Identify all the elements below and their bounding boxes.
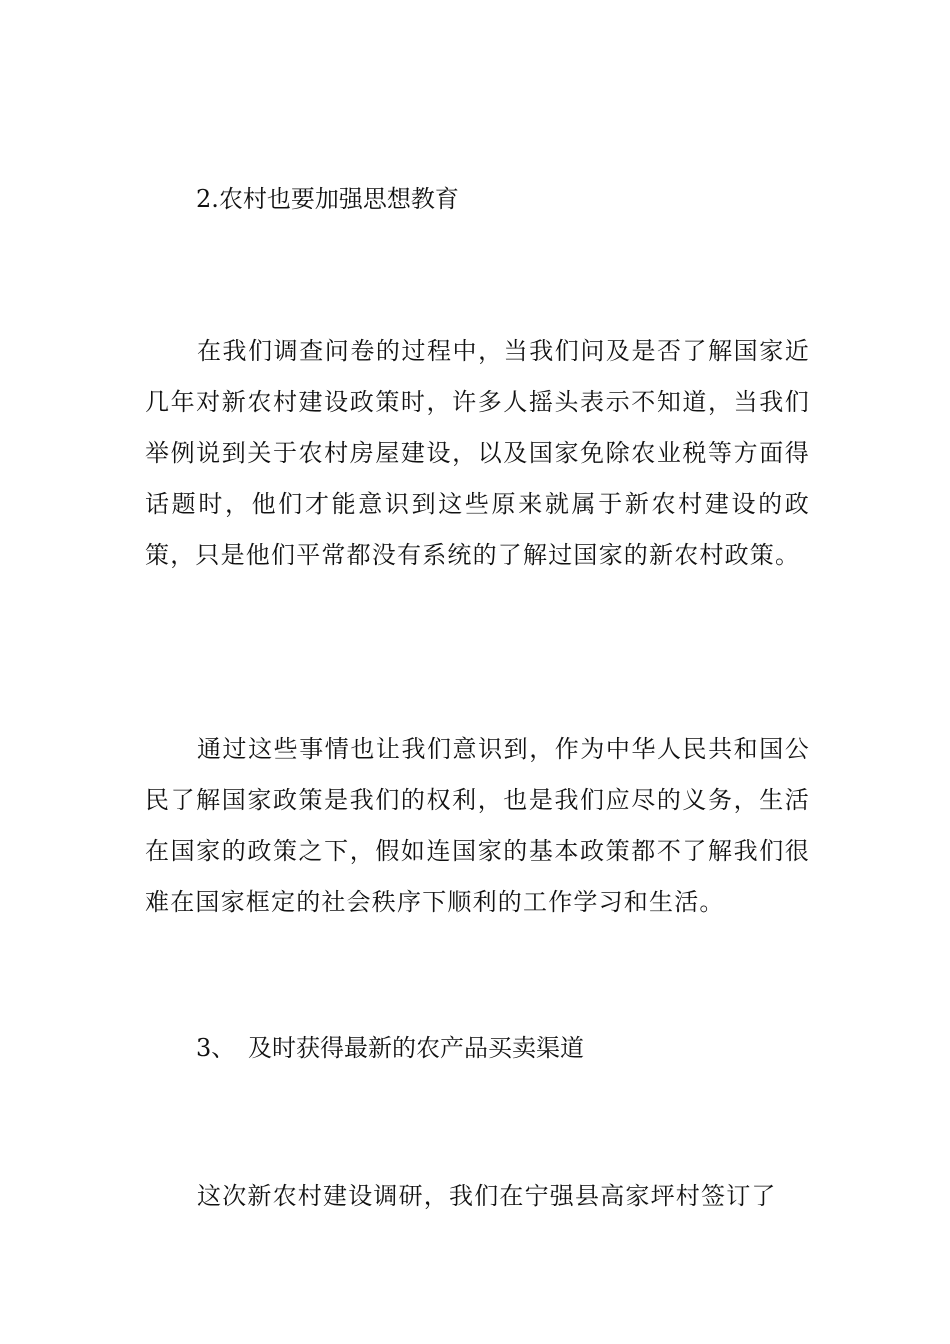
paragraph-policy-awareness: 通过这些事情也让我们意识到，作为中华人民共和国公民了解国家政策是我们的权利，也是我们应尽的义务，生活在国家的政策之下，假如连国家的基本政策都不了解我们很难在国家框定的社会秩序下顺利的工作学习和生活。: [145, 735, 810, 916]
paragraph-survey: 在我们调查问卷的过程中，当我们问及是否了解国家近几年对新农村建设政策时，许多人摇头表示不知道，当我们举例说到关于农村房屋建设，以及国家免除农业税等方面得话题时，他们才能意识到这些原来就属于新农村建设的政策，只是他们平常都没有系统的了解过国家的新农村政策。: [145, 337, 810, 569]
section-heading-2: 2.农村也要加强思想教育: [196, 185, 459, 213]
section-heading-3-text: 及时获得最新的农产品买卖渠道: [248, 1034, 584, 1062]
section-heading-3-number: 3、: [196, 1034, 236, 1062]
paragraph-research: 这次新农村建设调研，我们在宁强县高家坪村签订了: [197, 1182, 777, 1210]
section-heading-3: [196, 1031, 584, 1065]
